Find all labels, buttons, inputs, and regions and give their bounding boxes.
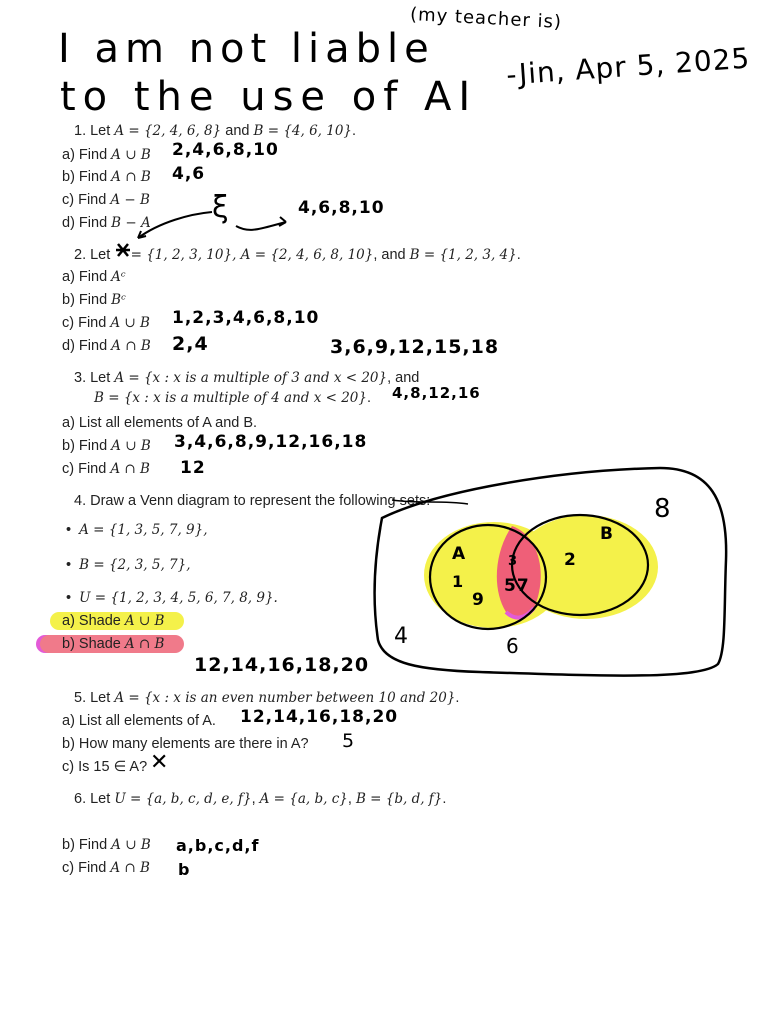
venn-A-only-9: 9 <box>472 590 485 610</box>
handwritten-even-numbers: 12,14,16,18,20 <box>194 654 370 676</box>
handwritten-teacher-note: (my teacher is) <box>409 4 563 33</box>
q1a-answer: 2,4,6,8,10 <box>172 140 279 160</box>
question-3b: b) Find A ∪ B <box>62 438 151 454</box>
question-1c: c) Find A − B <box>62 192 150 208</box>
question-4: 4. Draw a Venn diagram to represent the following sets: <box>74 493 431 509</box>
handwritten-multiples-of-3: 3,6,9,12,15,18 <box>330 336 500 358</box>
question-2c: c) Find A ∪ B <box>62 315 150 331</box>
venn-label-B: B <box>600 524 614 544</box>
question-4a: a) Shade A ∪ B <box>62 613 165 629</box>
venn-B-only-2: 2 <box>564 550 577 570</box>
question-2: 2. Let = {1, 2, 3, 10}, A = {2, 4, 6, 8, 10}, and B = {1, 2, 3, 4}. <box>74 247 521 263</box>
venn-intersection-3: 3 <box>508 554 519 569</box>
question-5c: c) Is 15 ∈ A? <box>62 759 148 775</box>
q6c-answer: b <box>178 860 191 879</box>
question-2d: d) Find A ∩ B <box>62 338 151 354</box>
question-5b: b) How many elements are there in A? <box>62 736 309 752</box>
question-3: 3. Let A = {x : x is a multiple of 3 and x < 20}, and <box>74 370 420 386</box>
question-4b: b) Shade A ∩ B <box>62 636 165 652</box>
question-2a: a) Find Aᶜ <box>62 269 126 285</box>
question-6b: b) Find A ∪ B <box>62 837 151 853</box>
handwritten-note-line1: I am not liable <box>58 26 435 72</box>
question-3a: a) List all elements of A and B. <box>62 415 258 431</box>
q5c-answer: ✕ <box>150 750 170 775</box>
question-4-bullet-A: • A = {1, 3, 5, 7, 9}, <box>66 522 208 538</box>
question-3-line2: B = {x : x is a multiple of 4 and x < 20}. <box>94 390 372 406</box>
question-5a: a) List all elements of A. <box>62 713 216 729</box>
venn-label-U-8: 8 <box>654 494 672 524</box>
q5a-answer: 12,14,16,18,20 <box>240 707 399 727</box>
q2c-answer: 1,2,3,4,6,8,10 <box>172 308 320 328</box>
question-1a: a) Find A ∪ B <box>62 147 151 163</box>
q1b-answer: 4,6 <box>172 164 206 184</box>
venn-outside-6: 6 <box>506 634 520 658</box>
question-4-bullet-B: • B = {2, 3, 5, 7}, <box>66 557 191 573</box>
question-5: 5. Let A = {x : x is an even number between 10 and 20}. <box>74 690 460 706</box>
question-6c: c) Find A ∩ B <box>62 860 150 876</box>
question-4-bullet-U: • U = {1, 2, 3, 4, 5, 6, 7, 8, 9}. <box>66 590 278 606</box>
handwritten-signature: -Jin, Apr 5, 2025 <box>505 41 752 92</box>
handwritten-epsilon: ξ <box>212 190 230 225</box>
venn-intersection-57: 57 <box>504 576 530 596</box>
q3c-answer: 12 <box>180 458 206 478</box>
handwritten-note-line2: to the use of AI <box>60 74 478 120</box>
question-1: 1. Let A = {2, 4, 6, 8} and B = {4, 6, 10}. <box>74 123 357 139</box>
q3b-answer: 3,4,6,8,9,12,16,18 <box>174 432 368 452</box>
question-1d: d) Find B − A <box>62 215 151 231</box>
question-6: 6. Let U = {a, b, c, d, e, f}, A = {a, b, c}, B = {b, d, f}. <box>74 791 447 807</box>
venn-label-A: A <box>452 544 467 564</box>
handwritten-epsilon-set: 4,6,8,10 <box>298 198 385 218</box>
question-2b: b) Find Bᶜ <box>62 292 126 308</box>
handwritten-multiples-of-4: 4,8,12,16 <box>392 384 481 402</box>
q6b-answer: a,b,c,d,f <box>176 836 260 855</box>
question-1b: b) Find A ∩ B <box>62 169 151 185</box>
q2d-answer: 2,4 <box>172 333 209 355</box>
venn-A-only-1: 1 <box>452 572 465 591</box>
question-3c: c) Find A ∩ B <box>62 461 150 477</box>
venn-outside-4: 4 <box>394 624 409 649</box>
q5b-answer: 5 <box>342 730 356 752</box>
